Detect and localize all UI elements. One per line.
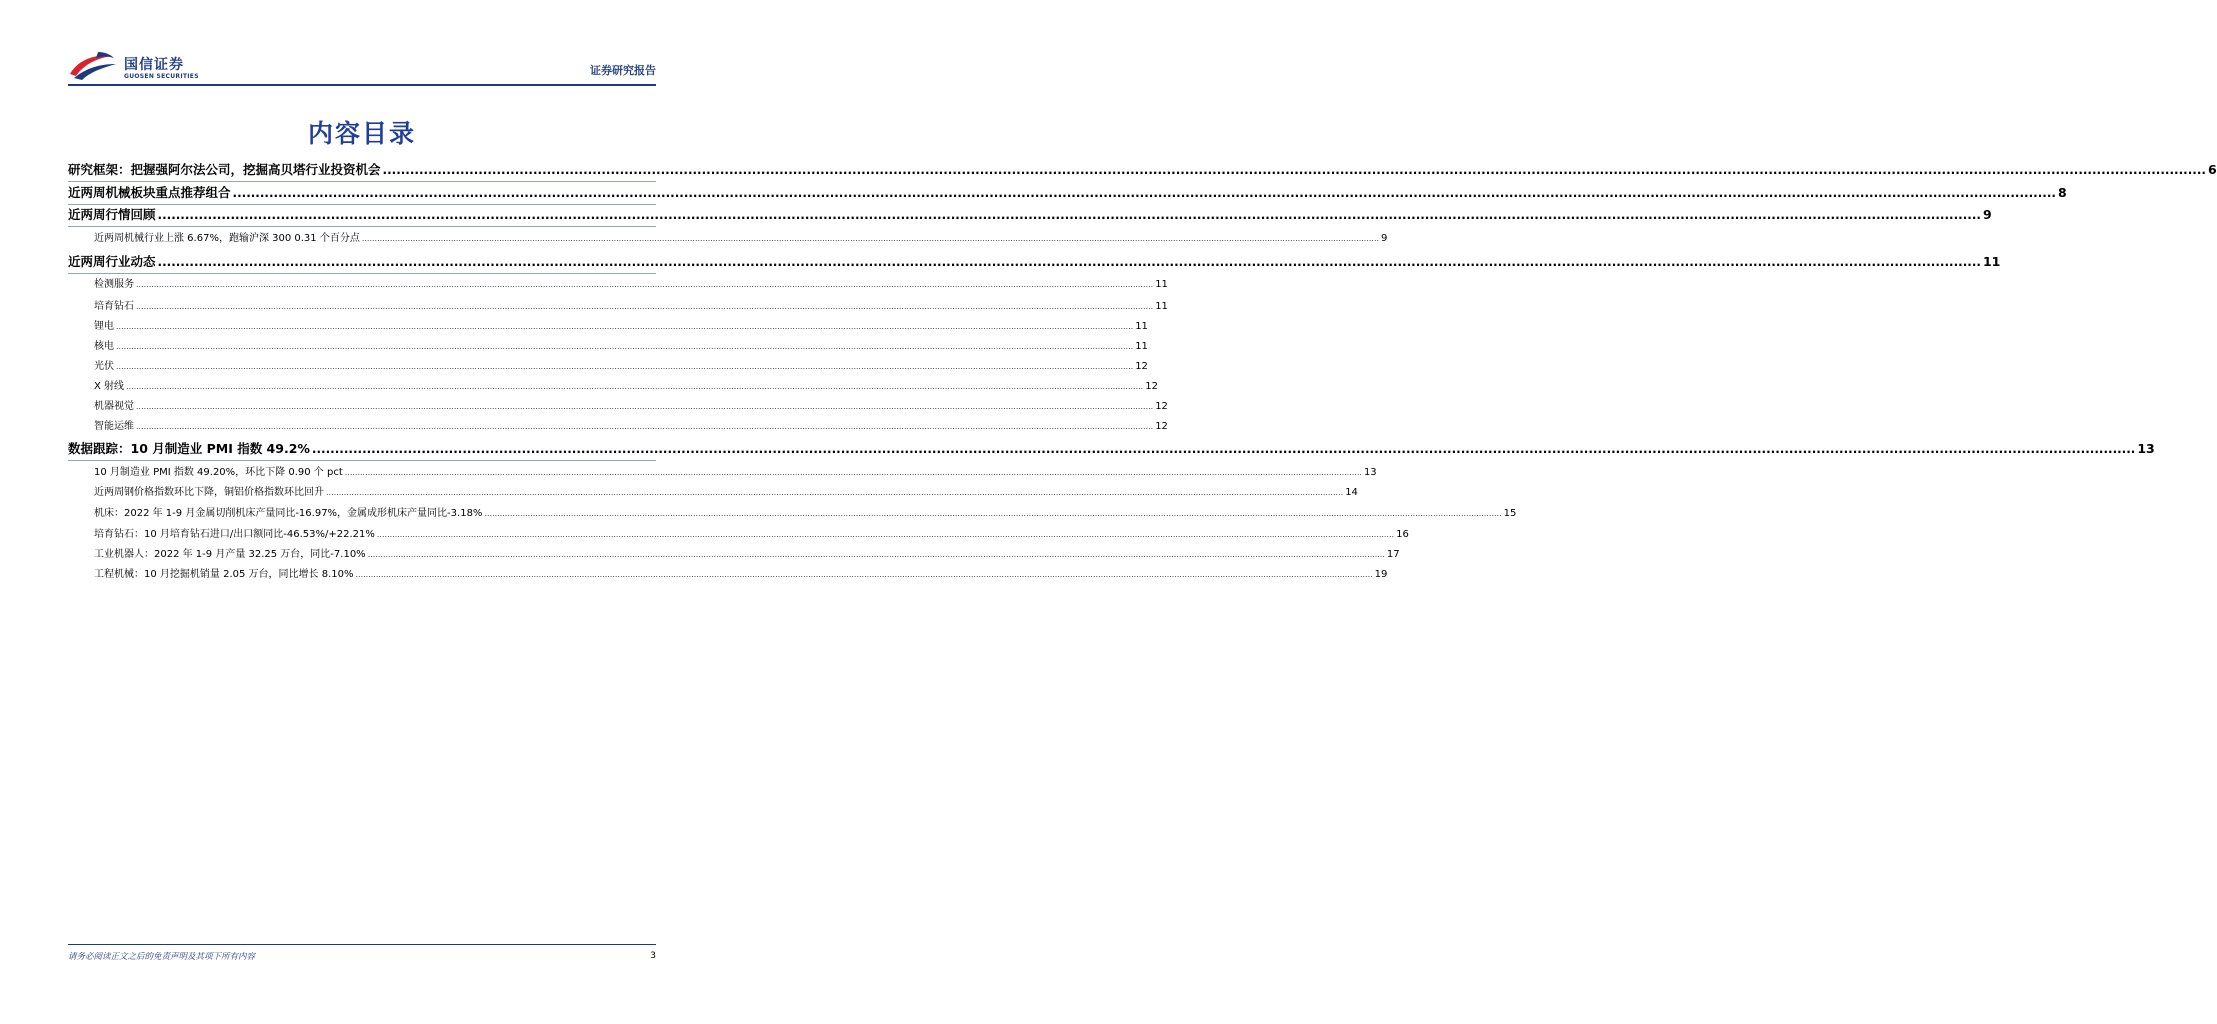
toc-subsection-entry[interactable]: [94, 230, 1388, 248]
toc-entry-text: X 射线: [94, 381, 125, 392]
toc-entry-text: 工程机械：10 月挖掘机销量 2.05 万台，同比增长 8.10%: [94, 569, 354, 580]
toc-entry-text: 培育钻石: [94, 301, 134, 312]
toc-entry-text: 工业机器人：2022 年 1-9 月产量 32.25 万台，同比-7.10%: [94, 549, 366, 560]
toc-subsection-entry[interactable]: [94, 484, 1358, 502]
toc-section-entry[interactable]: [68, 183, 2067, 203]
toc-entry-text: 研究框架：把握强阿尔法公司，挖掘高贝塔行业投资机会: [68, 162, 381, 177]
toc-entry-text: 检测服务: [94, 279, 134, 290]
toc-leader-dots: ................................................................................................................................................................................................................................................................................................................................................................................................................: [136, 280, 1154, 289]
toc-subsection-entry[interactable]: [94, 358, 1148, 376]
toc-section-rule: [68, 273, 656, 274]
toc-leader-dots: ................................................................................................................................................................................................................................................................................................................................................................................................................: [326, 488, 1344, 497]
toc-subsection-entry[interactable]: [94, 398, 1168, 416]
toc-entry-text: 培育钻石：10 月培育钻石进口/出口额同比-46.53%/+22.21%: [94, 529, 375, 540]
toc-entry-text: 近两周行情回顾: [68, 207, 156, 222]
toc-page-number: 15: [1503, 508, 1517, 519]
toc-section-rule: [68, 181, 656, 182]
toc-entry-text: 核电: [94, 341, 114, 352]
toc-leader-dots: ................................................................................................................................................................................................................................................................................................................................................................................................................: [116, 322, 1134, 331]
toc-page-number: 11: [1135, 341, 1148, 352]
toc-leader-dots: ................................................................................................................................................................................................................................................................................................................................................................................................................: [157, 255, 1981, 269]
toc-subsection-entry[interactable]: [94, 378, 1158, 396]
toc-page-number: 11: [1135, 321, 1148, 332]
toc-title: 内容目录: [307, 119, 416, 148]
guosen-logo: [68, 50, 198, 84]
toc-page-number: 12: [1155, 421, 1168, 432]
toc-entry-text: 近两周机械板块重点推荐组合: [68, 185, 231, 200]
toc-leader-dots: ................................................................................................................................................................................................................................................................................................................................................................................................................: [311, 442, 2136, 456]
toc-leader-dots: ................................................................................................................................................................................................................................................................................................................................................................................................................: [484, 509, 1502, 518]
toc-page-number: 9: [1982, 207, 1992, 222]
toc-subsection-entry[interactable]: [94, 546, 1400, 564]
page-header: [68, 44, 656, 88]
toc-section-entry[interactable]: [68, 439, 2155, 459]
toc-leader-dots: ................................................................................................................................................................................................................................................................................................................................................................................................................: [136, 422, 1154, 431]
toc-leader-dots: ................................................................................................................................................................................................................................................................................................................................................................................................................: [126, 382, 1144, 391]
toc-page-number: 17: [1386, 549, 1400, 560]
guosen-logo-icon: [68, 50, 118, 82]
toc-leader-dots: ................................................................................................................................................................................................................................................................................................................................................................................................................: [376, 530, 1395, 539]
header-divider: [68, 84, 656, 86]
toc-page-number: 13: [2137, 441, 2155, 456]
brand-name-en: GUOSEN SECURITIES: [124, 73, 199, 80]
toc-leader-dots: ................................................................................................................................................................................................................................................................................................................................................................................................................: [232, 186, 2056, 200]
toc-page-number: 16: [1396, 529, 1409, 540]
toc-page-number: 11: [1982, 254, 2001, 269]
toc-leader-dots: ................................................................................................................................................................................................................................................................................................................................................................................................................: [157, 208, 1981, 222]
toc-page-number: 14: [1345, 487, 1358, 498]
toc-leader-dots: ................................................................................................................................................................................................................................................................................................................................................................................................................: [136, 302, 1154, 311]
toc-entry-text: 智能运维: [94, 421, 134, 432]
footer-divider: [68, 944, 656, 945]
toc-entry-text: 10 月制造业 PMI 指数 49.20%，环比下降 0.90 个 pct: [94, 467, 343, 478]
toc-leader-dots: ................................................................................................................................................................................................................................................................................................................................................................................................................: [361, 234, 1380, 243]
toc-page-number: 12: [1135, 361, 1148, 372]
toc-page-number: 19: [1374, 569, 1388, 580]
toc-subsection-entry[interactable]: [94, 464, 1377, 482]
toc-section-entry[interactable]: [68, 252, 2001, 272]
toc-entry-text: 机床：2022 年 1-9 月金属切削机床产量同比-16.97%，金属成形机床产量同比-3.18%: [94, 508, 483, 519]
toc-subsection-entry[interactable]: [94, 276, 1168, 294]
toc-section-rule: [68, 226, 656, 227]
toc-subsection-entry[interactable]: [94, 566, 1388, 584]
toc-subsection-entry[interactable]: [94, 318, 1148, 336]
footer-disclaimer: 请务必阅读正文之后的免责声明及其项下所有内容: [68, 952, 256, 962]
toc-entry-text: 数据跟踪：10 月制造业 PMI 指数 49.2%: [68, 441, 310, 456]
toc-subsection-entry[interactable]: [94, 505, 1517, 523]
toc-entry-text: 锂电: [94, 321, 114, 332]
toc-entry-text: 机器视觉: [94, 401, 134, 412]
toc-subsection-entry[interactable]: [94, 338, 1148, 356]
toc-section-entry[interactable]: [68, 205, 1992, 225]
report-type-label: 证券研究报告: [590, 64, 656, 77]
toc-entry-text: 近两周钢价格指数环比下降，铜铝价格指数环比回升: [94, 487, 324, 498]
toc-leader-dots: ................................................................................................................................................................................................................................................................................................................................................................................................................: [116, 342, 1134, 351]
toc-page-number: 6: [2207, 162, 2217, 177]
toc-leader-dots: ................................................................................................................................................................................................................................................................................................................................................................................................................: [136, 402, 1154, 411]
toc-page-number: 8: [2057, 185, 2067, 200]
toc-subsection-entry[interactable]: [94, 526, 1409, 544]
toc-entry-text: 近两周行业动态: [68, 254, 156, 269]
toc-section-entry[interactable]: [68, 160, 2217, 180]
toc-leader-dots: ................................................................................................................................................................................................................................................................................................................................................................................................................: [116, 362, 1134, 371]
toc-page-number: 11: [1155, 279, 1168, 290]
toc-subsection-entry[interactable]: [94, 298, 1168, 316]
toc-leader-dots: ................................................................................................................................................................................................................................................................................................................................................................................................................: [344, 468, 1362, 477]
toc-leader-dots: ................................................................................................................................................................................................................................................................................................................................................................................................................: [367, 550, 1385, 559]
toc-page-number: 12: [1145, 381, 1158, 392]
toc-page-number: 9: [1381, 233, 1388, 244]
toc-subsection-entry[interactable]: [94, 418, 1168, 436]
toc-leader-dots: ................................................................................................................................................................................................................................................................................................................................................................................................................: [355, 570, 1373, 579]
toc-section-rule: [68, 460, 656, 461]
brand-name-cn: 国信证券: [124, 57, 184, 73]
toc-entry-text: 光伏: [94, 361, 114, 372]
page-number: 3: [650, 951, 656, 961]
toc-leader-dots: ................................................................................................................................................................................................................................................................................................................................................................................................................: [382, 163, 2206, 177]
toc-page-number: 11: [1155, 301, 1168, 312]
toc-entry-text: 近两周机械行业上涨 6.67%，跑输沪深 300 0.31 个百分点: [94, 233, 360, 244]
toc-page-number: 13: [1363, 467, 1377, 478]
toc-page-number: 12: [1155, 401, 1168, 412]
